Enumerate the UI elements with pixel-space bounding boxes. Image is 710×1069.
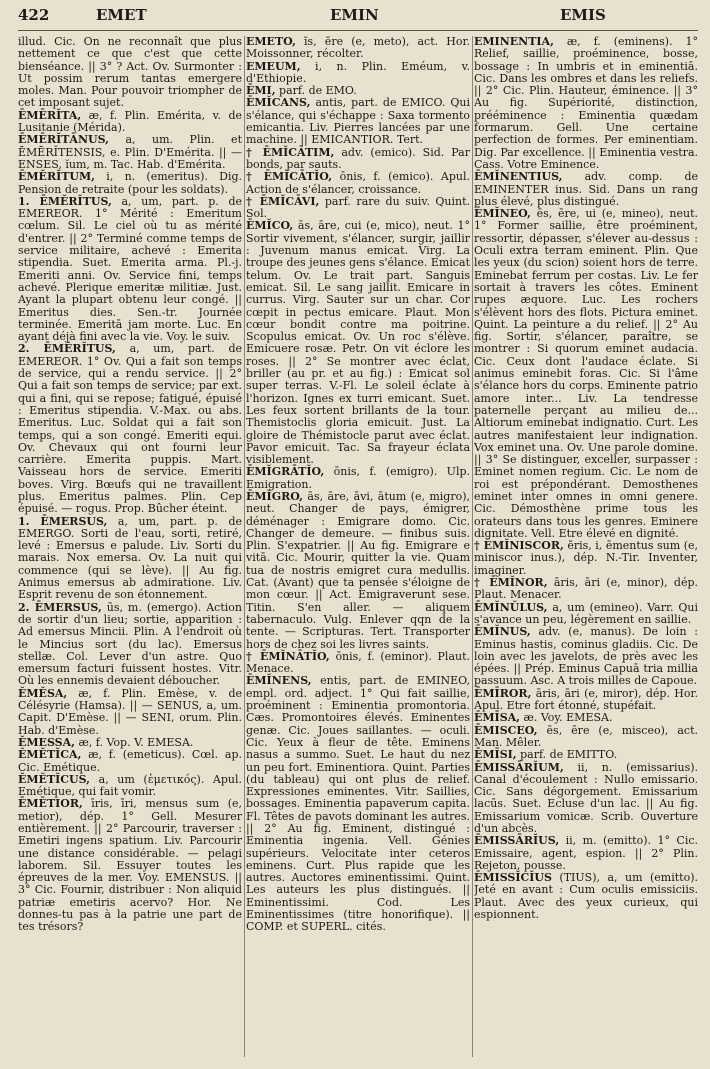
entry-headword: ĒMĬNŬLUS, bbox=[474, 600, 548, 614]
dictionary-entry bbox=[246, 651, 470, 676]
entry-headword: ĒMĬGRO, bbox=[246, 489, 304, 503]
entry-headword: ĒMĪROR, bbox=[474, 686, 532, 700]
dictionary-entry bbox=[18, 516, 242, 602]
header-left-word: EMET bbox=[96, 6, 147, 24]
entry-text: parf. de EMITTO. bbox=[520, 748, 618, 762]
entry-headword: † ĒMĬCĀVI, bbox=[246, 194, 320, 208]
header-center-word: EMIN bbox=[330, 6, 379, 24]
dictionary-entry bbox=[246, 171, 470, 196]
entry-text: ēs, ēre, ui (e, mineo), neut. 1° Former saillie, être proéminent, ressortir, dépasser, s'élever au-dessus : Oculi extra terram eminent. Plin. Que les yeux (du scion) soient hors de terre. Eminebat ferrum per costas. Liv. Le fer sortait à travers les côtes. Eminent rupes æquore. Luc. Les rochers s'élèvent hors des flots. Pictura eminet. Quint. La peinture a du relief. || 2° Au fig. Sortir, s'élancer, paraître, se montrer : Si quorum eminet audacia. Cic. Ceux dont l'audace éclate. Si animus eminebit foras. Cic. Si l'âme s'élance hors du corps. Eminente patrio amore inter... Liv. La tendresse paternelle perçant au milieu de... Altiorum eminebat indignatio. Curt. Les autres manifestaient leur indignation. Vox eminet una. Ov. Une parole domine. || 3° Se distinguer, exceller, surpasser : Eminet nomen regium. Cic. Le nom de roi est prépondérant. Demosthenes eminet inter omnes in omni genere. Cic. Démosthène prime tous les orateurs dans tous les genres. Eminere dignitate. Vell. Etre élevé en dignité. bbox=[474, 207, 698, 540]
entry-headword: ĒMI, bbox=[246, 84, 276, 98]
entry-text: parf. rare du suiv. Quint. Sol. bbox=[246, 194, 470, 221]
entry-text: ii, n. (emissarius). Canal d'écoulement : Nullo emissario. Cic. Sans dégorgement. Emissarium lacūs. Suet. Ecluse d'un lac. || Au fig. Emissarium vomicæ. Scrib. Ouverture d'un abcès. bbox=[474, 760, 698, 835]
entry-text: ās, āre, āvi, ātum (e, migro), neut. Changer de pays, émigrer, déménager : Emigrare domo. Cic. Changer de demeure. — finibus suis. Plin. S'expatrier. || Au fig. Emigrare e vitā. Cic. Mourir, quitter la vie. Quam tua de nostris emigret cura medullis. Cat. (Avant) que ta pensée s'éloigne de mon cœur. || Act. Emigraverunt sese. Titin. S'en aller. — aliquem tabernaculo. Vulg. Enlever qqn de la tente. — Scripturas. Tert. Transporter hors de chez soi les livres saints. bbox=[246, 489, 470, 651]
entry-headword: ĒMĬNENTIUS, bbox=[474, 170, 563, 184]
entry-text: ii, m. (emitto). 1° Cic. Emissaire, agent, espion. || 2° Plin. Rejeton, pousse. bbox=[474, 834, 698, 872]
entry-headword: † ĒMĬNĀTĬO, bbox=[246, 649, 330, 663]
dictionary-entry bbox=[246, 466, 470, 491]
entry-text: ĕris, i, ēmentus sum (e, miniscor inus.), dép. N.-Tir. Inventer, imaginer. bbox=[474, 539, 698, 577]
dictionary-entry bbox=[474, 540, 698, 577]
header-right-word: EMIS bbox=[560, 6, 606, 24]
dictionary-entry bbox=[18, 602, 242, 688]
entry-text: ĭs, ĕre (e, meto), act. Hor. Moissonner, récolter. bbox=[246, 36, 470, 61]
running-header bbox=[0, 6, 710, 32]
entry-headword: 2. ĒMERSUS, bbox=[18, 600, 102, 614]
entry-text: a, um, part. p. de EMERGO. Sorti de l'eau, sorti, retiré, levé : Emersus e palude. Liv. Sorti du marais. Nox emersa. Ov. La nuit qui commence (qui se lève). || Au fig. Animus emersus ab admiratione. Liv. Esprit revenu de son étonnement. bbox=[18, 514, 242, 602]
entry-headword: ĔMĔTĬCA, bbox=[18, 748, 82, 762]
entry-text: æ, f. (eminens). 1° Relief, saillie, proéminence, bosse, bossage : In umbris et in eminentiā. Cic. Dans les ombres et dans les reliefs. || 2° Cic. Plin. Hauteur, éminence. || 3° Au fig. Supériorité, distinction, prééminence : Eminentia quædam formarum. Gell. Une certaine perfection de formes. Per eminentiam. Dig. Par excellence. || Eminentia vestra. Cass. Votre Eminence. bbox=[474, 36, 698, 171]
entry-headword: † ĒMĬCĀTĬO, bbox=[246, 170, 333, 184]
column-divider bbox=[244, 36, 245, 1057]
entry-headword: ĒMĬNUS, bbox=[474, 625, 531, 639]
entry-headword: ĒMĬGRĀTĬO, bbox=[246, 465, 325, 479]
dictionary-entry bbox=[18, 688, 242, 737]
dictionary-entry bbox=[474, 208, 698, 540]
entry-headword: ĒMĔTO, bbox=[246, 36, 296, 48]
entry-headword: ĒMĬCO, bbox=[246, 219, 294, 233]
entry-headword: 1. ĒMERSUS, bbox=[18, 514, 108, 528]
dictionary-entry bbox=[18, 171, 242, 196]
page-number: 422 bbox=[18, 6, 50, 24]
dictionary-entry bbox=[18, 36, 242, 110]
entry-headword: ĒMĬNENTIA, bbox=[474, 36, 554, 48]
entry-text: a, um, part. p. de EMEREOR. 1° Mérité : Emeritum cœlum. Sil. Le ciel où tu as mérité d'entrer. || 2° Terminé comme temps de service militaire, achevé : Emerita stipendia. Suet. Emerita arma. Pl.-j. Emeriti anni. Ov. Service fini, temps achevé. Plerique emeritæ militiæ. Just. Ayant la plupart obtenu leur congé. || Emeritus dies. Sen.-tr. Journée terminée. Emeritā jam morte. Luc. En ayant déjà fini avec la vie. Voy. le suiv. bbox=[18, 194, 242, 344]
entry-headword: ĔMĔTĬCUS, bbox=[18, 772, 91, 786]
entry-text: ēs, ēre (e, misceo), act. Man. Mêler. bbox=[474, 723, 698, 749]
entry-headword: ĔMĔSA, bbox=[18, 686, 68, 700]
dictionary-entry bbox=[246, 491, 470, 651]
entry-text: āris, āri (e, minor), dép. Plaut. Menacer. bbox=[474, 576, 698, 602]
entry-headword: ĒMISSĬCĬUS bbox=[474, 871, 552, 885]
dictionary-entry bbox=[246, 36, 470, 61]
entry-headword: ĒMISSĀRĬUS, bbox=[474, 834, 560, 848]
entry-text: adv. (e, manus). De loin : Eminus hastis, cominus gladiis. Cic. De loin avec les javelots, de près avec les épées. || Prép. Eminus Capuā tria millia passuum. Asc. A trois milles de Capoue. bbox=[474, 625, 698, 688]
entry-text: entis, part. de EMINEO, empl. ord. adject. 1° Qui fait saillie, proéminent : Eminentia promontoria. Cæs. Promontoires élevés. Eminentes genæ. Cic. Joues saillantes. — oculi. Cic. Yeux à fleur de tête. Eminens nasus a summo. Suet. Le haut du nez un peu fort. Eminentiora. Quint. Parties (du tableau) qui ont plus de relief. Expressiones eminentes. Vitr. Saillies, bossages. Eminentia papaverum capita. Fl. Têtes de pavots dominant les autres. || 2° Au fig. Eminent, distingué : Eminentia ingenia. Vell. Génies supérieurs. Velocitate inter ceteros eminens. Curt. Plus rapide que les autres. Auctores eminentissimi. Quint. Les auteurs les plus distingués. || Eminentissimi. Cod. Les Eminentissimes (titre honorifique). || COMP. et SUPERL. cités. bbox=[246, 674, 470, 934]
entry-text: æ, f. Plin. Emérita, v. de Lusitanie (Mérida). bbox=[18, 108, 242, 135]
entry-text: ūs, m. (emergo). Action de sortir d'un lieu; sortie, apparition : Ad emersus Mincii. Plin. A l'endroit où le Mincius sort (du lac). Emersus stellæ. Col. Lever d'un astre. Quo emersum facturi fuissent hostes. Vitr. Où les ennemis devaient déboucher. bbox=[18, 600, 242, 688]
entry-headword: ĒMĒTIOR, bbox=[18, 797, 83, 811]
entry-text: parf. de EMO. bbox=[279, 84, 357, 98]
dictionary-entry bbox=[18, 196, 242, 344]
entry-headword: ĔMESSA, bbox=[18, 735, 75, 749]
dictionary-entry bbox=[474, 762, 698, 836]
entry-text: æ, f. Plin. Emèse, v. de Célésyrie (Hamsa). || — SENUS, a, um. Capit. D'Emèse. || — SENI, orum. Plin. Hab. d'Emèse. bbox=[18, 686, 242, 737]
dictionary-entry bbox=[474, 602, 698, 627]
header-rule bbox=[18, 30, 698, 31]
dictionary-entry bbox=[474, 577, 698, 602]
dictionary-entry bbox=[474, 725, 698, 750]
entry-text: ōnis, f. (emigro). Ulp. Emigration. bbox=[246, 465, 470, 491]
dictionary-entry bbox=[246, 61, 470, 86]
entry-text: a, um, part. de EMEREOR. 1° Ov. Qui a fait son temps de service, qui a rendu service. || 2° Qui a fait son temps de service; par ext. qui a fini, qui se repose; fatigué, épuisé : Emeritus stipendia. V.-Max. ou abs. Emeritus. Luc. Soldat qui a fait son temps, qui a son congé. Emeriti equi. Ov. Chevaux qui ont fourni leur carrière. Emerita puppis. Mart. Vaisseau hors de service. Emeriti boves. Virg. Bœufs qui ne travaillent plus. Emeritus palmes. Plin. Cep épuisé. — rogus. Prop. Bûcher éteint. bbox=[18, 342, 242, 516]
entry-text: illud. Cic. On ne reconnaît que plus nettement ce que c'est que cette bienséance. || 3° ? Act. Ov. Surmonter : Ut possim rerum tantas emergere moles. Man. Pour pouvoir triompher de cet imposant sujet. bbox=[18, 36, 242, 110]
entry-headword: 1. ĒMĔRĬTUS, bbox=[18, 194, 112, 208]
entry-text: a, um (emineo). Varr. Qui s'avance un peu, légèrement en saillie. bbox=[474, 600, 698, 626]
dictionary-entry bbox=[18, 798, 242, 933]
entry-text: æ, f. Vop. V. EMESA. bbox=[78, 735, 194, 749]
entry-text: ōnis, f. (emico). Apul. Action de s'élancer, croissance. bbox=[246, 170, 470, 196]
entry-headword: ĒMISCEO, bbox=[474, 723, 538, 737]
dictionary-entry bbox=[18, 134, 242, 171]
column-2 bbox=[246, 36, 470, 1059]
column-3 bbox=[474, 36, 698, 1059]
entry-text: æ. Voy. EMESA. bbox=[523, 711, 613, 725]
entry-headword: † ĒMĬNISCOR, bbox=[474, 539, 564, 553]
entry-text: ōnis, f. (eminor). Plaut. Menace. bbox=[246, 649, 470, 676]
entry-text: a, um (ἐμετικός). Apul. Emétique, qui fait vomir. bbox=[18, 772, 242, 799]
entry-text: (TIUS), a, um (emitto). Jeté en avant : Cum oculis emissiciis. Plaut. Avec des yeux curieux, qui espionnent. bbox=[474, 871, 698, 922]
entry-headword: ĒMĬNEO, bbox=[474, 207, 531, 221]
entry-text: antis, part. de EMICO. Qui s'élance, qui s'échappe : Saxa tormento emicantia. Liv. Pierres lancées par une machine. || EMICANTIOR. Tert. bbox=[246, 96, 470, 147]
entry-text: ās, āre, cui (e, mico), neut. 1° Sortir vivement, s'élancer, surgir, jaillir : Juvenum manus emicat. Virg. La troupe des jeunes gens s'élance. Emicat telum. Ov. Le trait part. Sanguis emicat. Sil. Le sang jaillit. Emicare in currus. Virg. Sauter sur un char. Cor cœpit in pectus emicare. Plaut. Mon cœur bondit contre ma poitrine. Scopulus emicat. Ov. Un roc s'élève. Emicuere rosæ. Petr. On vit éclore les roses. || 2° Se montrer avec éclat, briller (au pr. et au fig.) : Emicat sol super terras. V.-Fl. Le soleil éclate à l'horizon. Ignes ex turri emicant. Suet. Les feux sortent brillants de la tour. Themistoclis gloria emicuit. Just. La gloire de Thémistocle parut avec éclat. Pavor emicuit. Tac. Sa frayeur éclata visiblement. bbox=[246, 219, 470, 467]
entry-headword: ĒMĔRĬTUM, bbox=[18, 170, 96, 184]
dictionary-entry bbox=[18, 343, 242, 515]
entry-text: i, n. Plin. Eméum, v. d'Ethiopie. bbox=[246, 59, 470, 85]
entry-text: adv. (emico). Sid. Par bonds, par sauts. bbox=[246, 145, 470, 171]
entry-text: adv. comp. de EMINENTER inus. Sid. Dans un rang plus élevé, plus distingué. bbox=[474, 170, 698, 208]
dictionary-entry bbox=[474, 626, 698, 687]
entry-headword: ĒMĬCANS, bbox=[246, 96, 311, 110]
entry-text: i, n. (emeritus). Dig. Pension de retraite (pour les soldats). bbox=[18, 170, 242, 196]
dictionary-entry bbox=[18, 749, 242, 774]
dictionary-entry bbox=[474, 872, 698, 921]
dictionary-entry bbox=[18, 110, 242, 135]
column-1 bbox=[18, 36, 242, 1059]
entry-headword: ĒMĪSA, bbox=[474, 711, 521, 725]
column-divider bbox=[472, 36, 473, 1057]
entry-text: æ, f. (emeticus). Cœl. ap. Cic. Emétique. bbox=[18, 748, 242, 774]
entry-text: īris, īri, mensus sum (e, metior), dép. 1° Gell. Mesurer entièrement. || 2° Parcourir, traverser : Emetiri ingens spatium. Liv. Parcourir une distance considérable. — pelagi laborem. Sil. Essuyer toutes les épreuves de la mer. Voy. EMENSUS. || 3° Cic. Fournir, distribuer : Non aliquid patriæ emetiris acervo? Hor. Ne donnes-tu pas à la patrie une part de tes trésors? bbox=[18, 797, 242, 934]
dictionary-entry bbox=[246, 97, 470, 146]
entry-headword: ĒMISSĀRĬUM, bbox=[474, 760, 564, 774]
entry-headword: † ĒMĬCĀTIM, bbox=[246, 145, 335, 159]
dictionary-entry bbox=[18, 774, 242, 799]
dictionary-entry bbox=[474, 171, 698, 208]
entry-headword: ĒMĒRĬTA, bbox=[18, 108, 82, 122]
entry-headword: ĒMĬNENS, bbox=[246, 674, 312, 688]
entry-headword: † ĒMĬNOR, bbox=[474, 576, 548, 590]
entry-text: āris, āri (e, miror), dép. Hor. Apul. Etre fort étonné, stupéfait. bbox=[474, 686, 698, 713]
entry-text: a, um. Plin. et ĒMĒRĬTENSIS, e. Plin. D'Emérita. || — ENSES, ĭum, m. Tac. Hab. d'Emérita. bbox=[18, 133, 242, 171]
dictionary-entry bbox=[246, 196, 470, 221]
dictionary-entry bbox=[246, 675, 470, 933]
dictionary-entry bbox=[474, 835, 698, 872]
entry-headword: ĒMĪSI, bbox=[474, 748, 517, 762]
entry-headword: ĒMĒRĬTĀNUS, bbox=[18, 133, 109, 147]
entry-headword: 2. ĒMĔRĬTUS, bbox=[18, 342, 116, 356]
entry-headword: EMEUM, bbox=[246, 59, 301, 73]
dictionary-entry bbox=[474, 688, 698, 713]
dictionary-entry bbox=[246, 220, 470, 466]
dictionary-entry bbox=[246, 147, 470, 172]
dictionary-entry bbox=[474, 36, 698, 171]
